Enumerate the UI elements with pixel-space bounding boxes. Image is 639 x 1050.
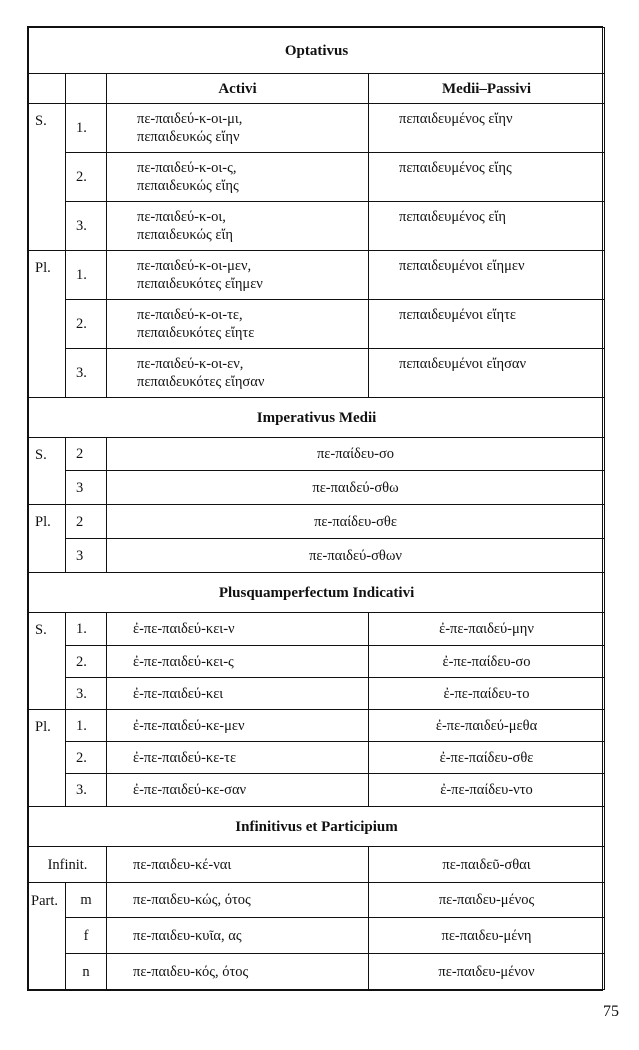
active-form: ἐ-πε-παιδεύ-κε-μεν xyxy=(107,710,369,742)
person-number: 3 xyxy=(66,539,107,573)
active-form-line: πε-παιδεύ-κ-οι-εν, xyxy=(137,356,244,372)
gender-label: m xyxy=(66,883,107,918)
table-row xyxy=(29,646,605,678)
participle-active: πε-παιδευ-κυῖα, ας xyxy=(107,918,369,954)
passive-form: ἐ-πε-παίδευ-ντο xyxy=(369,774,605,807)
table-row xyxy=(29,349,605,398)
person-number: 3. xyxy=(66,678,107,710)
header-empty-cell xyxy=(29,74,66,104)
table-row xyxy=(29,438,605,471)
active-form xyxy=(107,104,369,153)
grammar-table xyxy=(28,27,605,990)
header-medii-passivi: Medii–Passivi xyxy=(369,74,605,104)
active-form: ἐ-πε-παιδεύ-κε-σαν xyxy=(107,774,369,807)
active-form-periphrastic: πεπαιδευκώς εἴην xyxy=(137,129,240,145)
number-label-singular: S. xyxy=(29,613,66,710)
header-empty-cell xyxy=(66,74,107,104)
table-row xyxy=(29,539,605,573)
participle-passive: πε-παιδευ-μένος xyxy=(369,883,605,918)
active-form-line: πε-παιδεύ-κ-οι, xyxy=(137,209,226,225)
section-title-plusquamperfectum: Plusquamperfectum Indicativi xyxy=(29,573,605,613)
person-number: 3. xyxy=(66,349,107,398)
infinitive-passive: πε-παιδεῦ-σθαι xyxy=(369,847,605,883)
infinitive-label: Infinit. xyxy=(29,847,107,883)
imperative-form: πε-παίδευ-σθε xyxy=(107,505,605,539)
passive-form: ἐ-πε-παιδεύ-μεθα xyxy=(369,710,605,742)
person-number: 2. xyxy=(66,742,107,774)
table-row xyxy=(29,678,605,710)
participle-passive: πε-παιδευ-μένον xyxy=(369,954,605,990)
active-form-periphrastic: πεπαιδευκώς εἴης xyxy=(137,178,239,194)
table-row xyxy=(29,954,605,990)
active-form-periphrastic: πεπαιδευκότες εἴησαν xyxy=(137,374,265,390)
gender-label: f xyxy=(66,918,107,954)
person-number: 2. xyxy=(66,646,107,678)
participle-label: Part. xyxy=(29,883,66,990)
active-form-line: πε-παιδεύ-κ-οι-ς, xyxy=(137,160,237,176)
number-label-plural: Pl. xyxy=(29,251,66,398)
active-form-periphrastic: πεπαιδευκότες εἴητε xyxy=(137,325,255,341)
table-row xyxy=(29,883,605,918)
passive-form: ἐ-πε-παίδευ-σο xyxy=(369,646,605,678)
section-title-optativus: Optativus xyxy=(29,28,605,74)
active-form xyxy=(107,153,369,202)
header-activi: Activi xyxy=(107,74,369,104)
person-number: 1. xyxy=(66,613,107,646)
participle-active: πε-παιδευ-κώς, ότος xyxy=(107,883,369,918)
person-number: 3 xyxy=(66,471,107,505)
person-number: 3. xyxy=(66,202,107,251)
passive-form: πεπαιδευμένος εἴην xyxy=(369,104,605,153)
passive-form: πεπαιδευμένοι εἴητε xyxy=(369,300,605,349)
passive-form: ἐ-πε-παιδεύ-μην xyxy=(369,613,605,646)
infinitive-active: πε-παιδευ-κέ-ναι xyxy=(107,847,369,883)
table-row xyxy=(29,471,605,505)
number-label-singular: S. xyxy=(29,104,66,251)
active-form xyxy=(107,349,369,398)
number-label-singular: S. xyxy=(29,438,66,505)
table-row xyxy=(29,918,605,954)
person-number: 1. xyxy=(66,710,107,742)
active-form xyxy=(107,251,369,300)
active-form-line: πε-παιδεύ-κ-οι-μεν, xyxy=(137,258,252,274)
participle-active: πε-παιδευ-κός, ότος xyxy=(107,954,369,990)
section-title-infinitivus: Infinitivus et Participium xyxy=(29,807,605,847)
active-form-periphrastic: πεπαιδευκότες εἴημεν xyxy=(137,276,263,292)
person-number: 2. xyxy=(66,300,107,349)
active-form: ἐ-πε-παιδεύ-κε-τε xyxy=(107,742,369,774)
person-number: 1. xyxy=(66,251,107,300)
table-row xyxy=(29,505,605,539)
table-row xyxy=(29,613,605,646)
table-row xyxy=(29,774,605,807)
active-form xyxy=(107,202,369,251)
table-row xyxy=(29,710,605,742)
imperative-form: πε-παιδεύ-σθων xyxy=(107,539,605,573)
table-row xyxy=(29,202,605,251)
section-title-imperativus: Imperativus Medii xyxy=(29,398,605,438)
active-form xyxy=(107,300,369,349)
active-form: ἐ-πε-παιδεύ-κει xyxy=(107,678,369,710)
person-number: 2 xyxy=(66,505,107,539)
table-row xyxy=(29,742,605,774)
imperative-form: πε-παίδευ-σο xyxy=(107,438,605,471)
passive-form: πεπαιδευμένοι εἴησαν xyxy=(369,349,605,398)
passive-form: πεπαιδευμένος εἴης xyxy=(369,153,605,202)
passive-form: ἐ-πε-παίδευ-σθε xyxy=(369,742,605,774)
table-row xyxy=(29,104,605,153)
active-form-periphrastic: πεπαιδευκώς εἴη xyxy=(137,227,233,243)
passive-form: πεπαιδευμένος εἴη xyxy=(369,202,605,251)
active-form-line: πε-παιδεύ-κ-οι-μι, xyxy=(137,111,243,127)
active-form: ἐ-πε-παιδεύ-κει-ν xyxy=(107,613,369,646)
person-number: 3. xyxy=(66,774,107,807)
passive-form: ἐ-πε-παίδευ-το xyxy=(369,678,605,710)
passive-form: πεπαιδευμένοι εἴημεν xyxy=(369,251,605,300)
active-form: ἐ-πε-παιδεύ-κει-ς xyxy=(107,646,369,678)
number-label-plural: Pl. xyxy=(29,710,66,807)
grammar-table-frame xyxy=(27,26,603,991)
table-row xyxy=(29,847,605,883)
person-number: 1. xyxy=(66,104,107,153)
participle-passive: πε-παιδευ-μένη xyxy=(369,918,605,954)
table-row xyxy=(29,153,605,202)
page-number: 75 xyxy=(603,1003,619,1020)
number-label-plural: Pl. xyxy=(29,505,66,573)
table-row xyxy=(29,251,605,300)
imperative-form: πε-παιδεύ-σθω xyxy=(107,471,605,505)
active-form-line: πε-παιδεύ-κ-οι-τε, xyxy=(137,307,243,323)
person-number: 2. xyxy=(66,153,107,202)
person-number: 2 xyxy=(66,438,107,471)
gender-label: n xyxy=(66,954,107,990)
table-row xyxy=(29,300,605,349)
